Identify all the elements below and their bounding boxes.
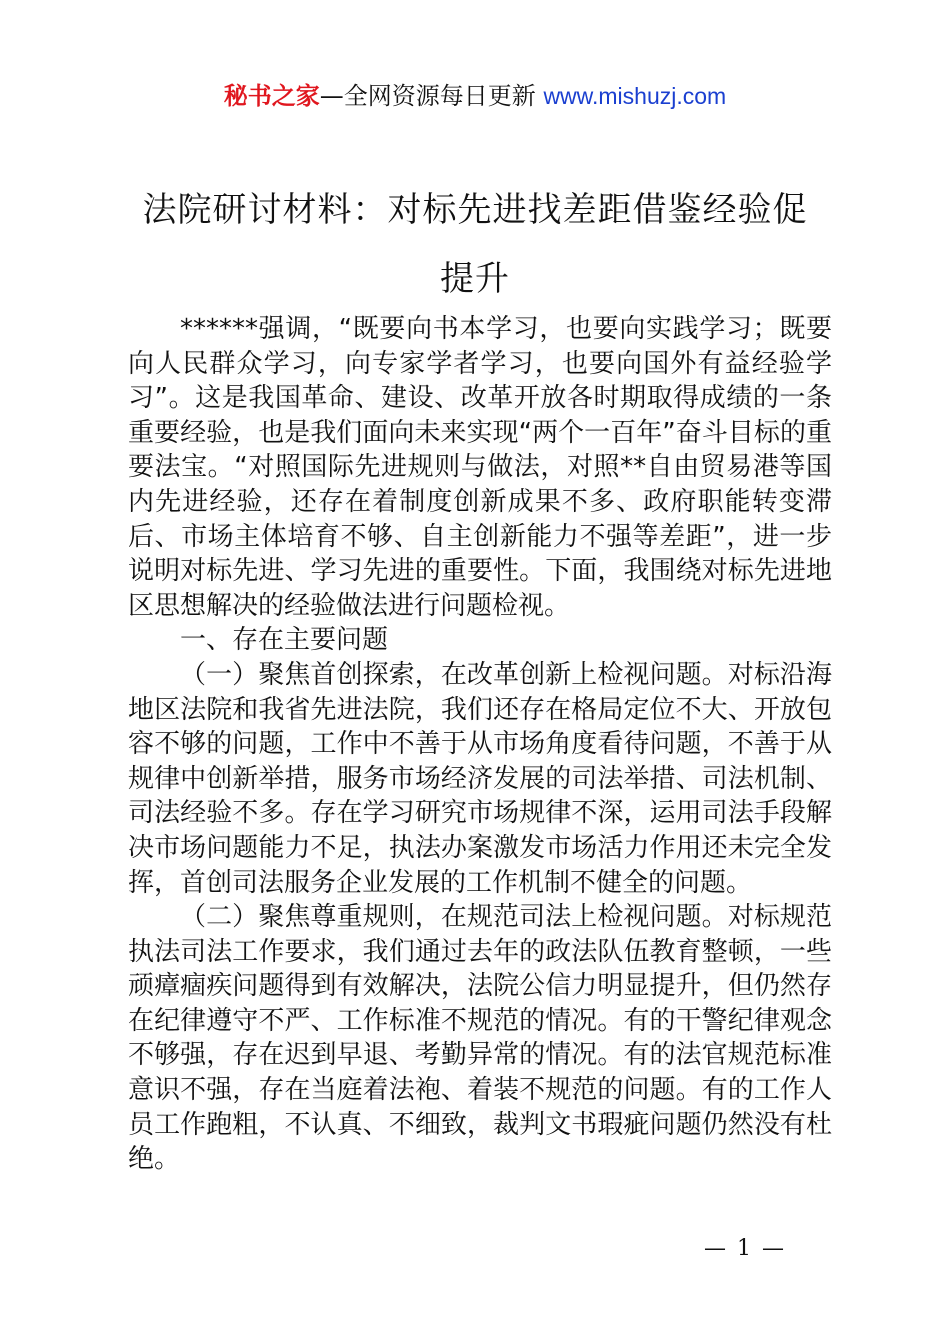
- brand-name: 秘书之家: [223, 82, 320, 110]
- site-url-link[interactable]: www.mishuzj.com: [543, 83, 727, 109]
- document-body: [128, 312, 832, 1177]
- intro-paragraph: ******强调，“既要向书本学习，也要向实践学习；既要向人民群众学习，向专家学者学习，也要向国外有益经验学习”。这是我国革命、建设、改革开放各时期取得成绩的一条重要经验，也是我们面向未来实现“两个一百年”奋斗目标的重要法宝。“对照国际先进规则与做法，对照**自由贸易港等国内先进经验，还存在着制度创新成果不多、政府职能转变滞后、市场主体培育不够、自主创新能力不强等差距”，进一步说明对标先进、学习先进的重要性。下面，我围绕对标先进地区思想解决的经验做法进行问题检视。: [128, 314, 832, 621]
- document-title: 法院研讨材料：对标先进找差距借鉴经验促提升: [142, 190, 808, 299]
- page-number: — 1 —: [704, 1236, 786, 1261]
- site-header: [0, 80, 950, 112]
- body-paragraph: （二）聚焦尊重规则，在规范司法上检视问题。对标规范执法司法工作要求，我们通过去年的政法队伍教育整顿，一些顽瘴痼疾问题得到有效解决，法院公信力明显提升，但仍然存在纪律遵守不严、工作标准不规范的情况。有的干警纪律观念不够强，存在迟到早退、考勤异常的情况。有的法官规范标准意识不强，存在当庭着法袍、着装不规范的问题。有的工作人员工作跑粗，不认真、不细致，裁判文书瑕疵问题仍然没有杜绝。: [128, 902, 832, 1175]
- site-slogan: —全网资源每日更新: [319, 82, 544, 110]
- body-paragraph: （一）聚焦首创探索，在改革创新上检视问题。对标沿海地区法院和我省先进法院，我们还存在格局定位不大、开放包容不够的问题，工作中不善于从市场角度看待问题，不善于从规律中创新举措，服务市场经济发展的司法举措、司法机制、司法经验不多。存在学习研究市场规律不深，运用司法手段解决市场问题能力不足，执法办案激发市场活力作用还未完全发挥，首创司法服务企业发展的工作机制不健全的问题。: [128, 659, 832, 898]
- section-heading: 一、存在主要问题: [180, 625, 389, 656]
